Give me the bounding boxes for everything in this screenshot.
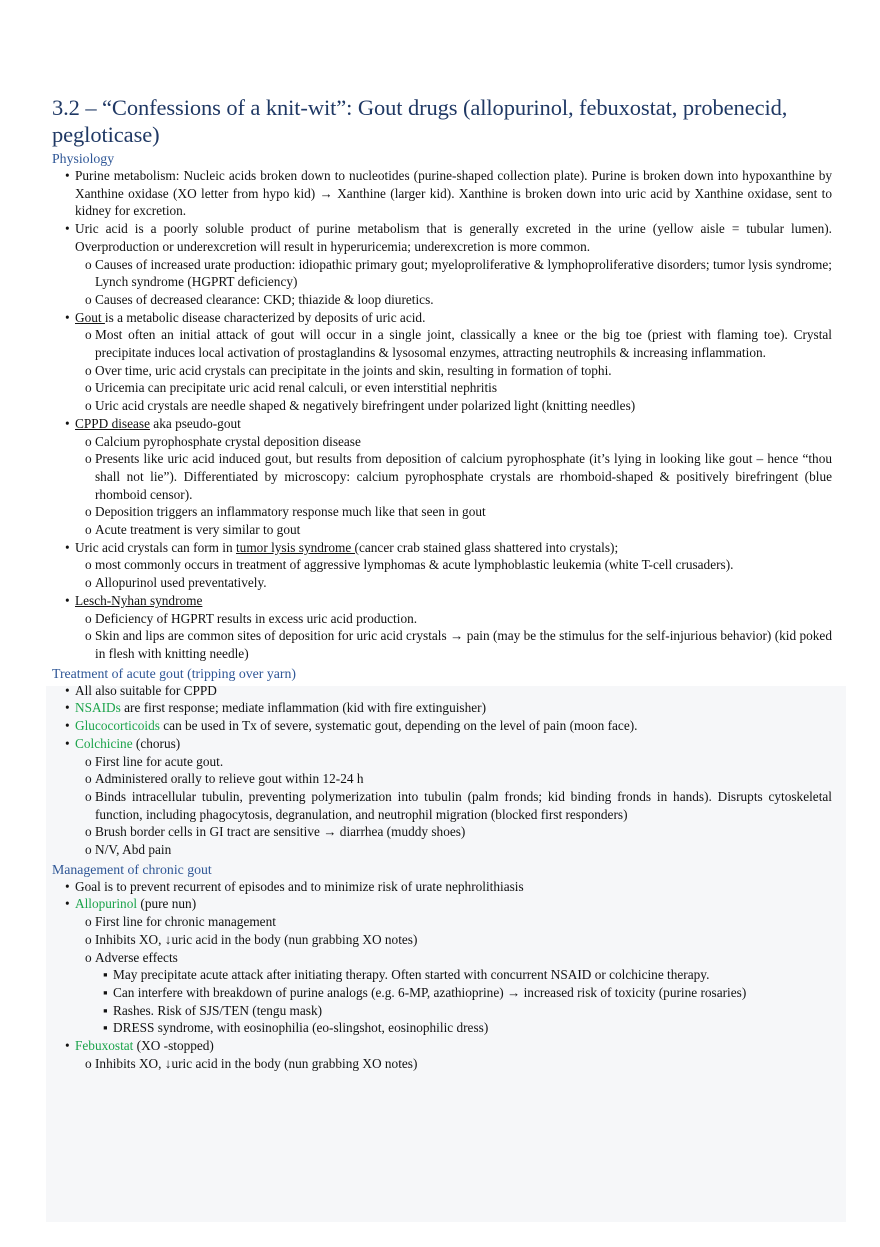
list-item: • Uric acid is a poorly soluble product of purine metabolism that is generally excreted in the urine (yellow aisle = tubular lumen). Overproduction or underexcretion will result in hyperuricemia; underexcretion is more common. xyxy=(65,221,832,254)
list-item: • All also suitable for CPPD xyxy=(65,682,217,698)
drug-nsaids: NSAIDs xyxy=(75,700,121,716)
sub-item: o Over time, uric acid crystals can precipitate in the joints and skin, resulting in formation of tophi. xyxy=(85,362,612,378)
sub-item: o Acute treatment is very similar to gout xyxy=(85,522,301,538)
document-content xyxy=(52,94,832,1072)
list-item: • Goal is to prevent recurrent of episodes and to minimize risk of urate nephrolithiasis xyxy=(65,878,524,894)
tertiary-item: ▪ Rashes. Risk of SJS/TEN (tengu mask) xyxy=(103,1002,323,1018)
list-item: • Glucocorticoids can be used in Tx of severe, systematic gout, depending on the level of pain (moon face). xyxy=(65,718,638,734)
list-item: • NSAIDs are first response; mediate inflammation (kid with fire extinguisher) xyxy=(65,700,486,716)
section-heading-acute: Treatment of acute gout (tripping over yarn) xyxy=(52,665,296,681)
sub-item: o Uricemia can precipitate uric acid renal calculi, or even interstitial nephritis xyxy=(85,380,498,396)
drug-allopurinol: Allopurinol xyxy=(75,896,138,912)
sub-item: o Presents like uric acid induced gout, but results from deposition of calcium pyrophosphate (it’s lying in looking like gout – hence “thou shall not lie”). Differentiated by microscopy: calcium pyrophosphate crystals are rhomboid-shaped & positively birefringent (blue rhomboid censor). xyxy=(85,451,832,502)
sub-item: o Calcium pyrophosphate crystal deposition disease xyxy=(85,433,361,449)
sub-item: o Deposition triggers an inflammatory response much like that seen in gout xyxy=(85,504,486,520)
section-heading-physiology: Physiology xyxy=(52,151,115,166)
sub-item: o Binds intracellular tubulin, preventing polymerization into tubulin (palm fronds; kid binding fronds in hands). Disrupts cytoskeletal function, including phagocytosis, degranulation, and neutrophil migration (blocked first responders) xyxy=(85,788,832,822)
sub-item: o Inhibits XO, ↓uric acid in the body (nun grabbing XO notes) xyxy=(85,1055,418,1071)
list-item: • CPPD disease aka pseudo-gout xyxy=(65,415,241,431)
sub-item: o First line for chronic management xyxy=(85,914,276,930)
list-item: • Lesch-Nyhan syndrome xyxy=(65,592,203,608)
sub-item: o Most often an initial attack of gout will occur in a single joint, classically a knee or the big toe (priest with flaming toe). Crystal precipitate induces local activation of prostaglandins & lysosomal enzymes, attracting neutrophils & increasing inflammation. xyxy=(85,327,832,361)
tertiary-item: ▪ May precipitate acute attack after initiating therapy. Often started with concurrent NSAID or colchicine therapy. xyxy=(103,967,710,983)
tertiary-item: ▪ DRESS syndrome, with eosinophilia (eo-slingshot, eosinophilic dress) xyxy=(103,1020,489,1036)
sub-item: o Allopurinol used preventatively. xyxy=(85,575,267,591)
list-item: • Allopurinol (pure nun) xyxy=(65,896,197,912)
sub-item: o N/V, Abd pain xyxy=(85,842,172,858)
sub-item: o Causes of increased urate production: idiopathic primary gout; myeloproliferative & lymphoproliferative disorders; tumor lysis syndrome; Lynch syndrome (HGPRT deficiency) xyxy=(85,256,832,290)
sub-item: o Deficiency of HGPRT results in excess uric acid production. xyxy=(85,610,418,626)
tertiary-item: ▪ Can interfere with breakdown of purine analogs (e.g. 6-MP, azathioprine) → increased risk of toxicity (purine rosaries) xyxy=(103,984,747,1000)
term-gout: Gout xyxy=(75,309,105,325)
page-title: 3.2 – “Confessions of a knit-wit”: Gout drugs (allopurinol, febuxostat, probenecid, pegloticase) xyxy=(52,95,788,147)
sub-item: o Adverse effects xyxy=(85,949,178,965)
sub-item: o First line for acute gout. xyxy=(85,753,224,769)
sub-item: o Uric acid crystals are needle shaped & negatively birefringent under polarized light (knitting needles) xyxy=(85,398,636,414)
list-item: • Gout is a metabolic disease characterized by deposits of uric acid. xyxy=(65,309,426,325)
sub-item: o Brush border cells in GI tract are sensitive → diarrhea (muddy shoes) xyxy=(85,824,466,840)
sub-item: o most commonly occurs in treatment of aggressive lymphomas & acute lymphoblastic leukemia (white T-cell crusaders). xyxy=(85,557,734,573)
drug-glucocorticoids: Glucocorticoids xyxy=(75,718,160,734)
term-cppd: CPPD disease xyxy=(75,415,150,431)
term-tls: tumor lysis syndrome ( xyxy=(235,539,359,555)
list-item: • Uric acid crystals can form in tumor lysis syndrome (cancer crab stained glass shattered into crystals); xyxy=(65,539,619,555)
sub-item: o Inhibits XO, ↓uric acid in the body (nun grabbing XO notes) xyxy=(85,931,418,947)
list-item: • Purine metabolism: Nucleic acids broken down to nucleotides (purine-shaped collection plate). Purine is broken down into hypoxanthine by Xanthine oxidase (XO letter from hypo kid) → Xanthine (larger kid). Xanthine is broken down into uric acid by Xanthine oxidase, sent to kidney for excretion. xyxy=(65,168,832,219)
sub-item: o Causes of decreased clearance: CKD; thiazide & loop diuretics. xyxy=(85,291,434,307)
list-item: • Febuxostat (XO -stopped) xyxy=(65,1038,214,1054)
drug-colchicine: Colchicine xyxy=(75,735,133,751)
term-lesch-nyhan: Lesch-Nyhan syndrome xyxy=(75,592,203,608)
section-heading-chronic: Management of chronic gout xyxy=(52,861,212,877)
sub-item: o Skin and lips are common sites of deposition for uric acid crystals → pain (may be the stimulus for the self-injurious behavior) (kid poked in flesh with knitting needle) xyxy=(85,628,832,661)
sub-item: o Administered orally to relieve gout within 12-24 h xyxy=(85,771,364,787)
drug-febuxostat: Febuxostat xyxy=(75,1038,134,1054)
list-item: • Colchicine (chorus) xyxy=(65,735,181,751)
